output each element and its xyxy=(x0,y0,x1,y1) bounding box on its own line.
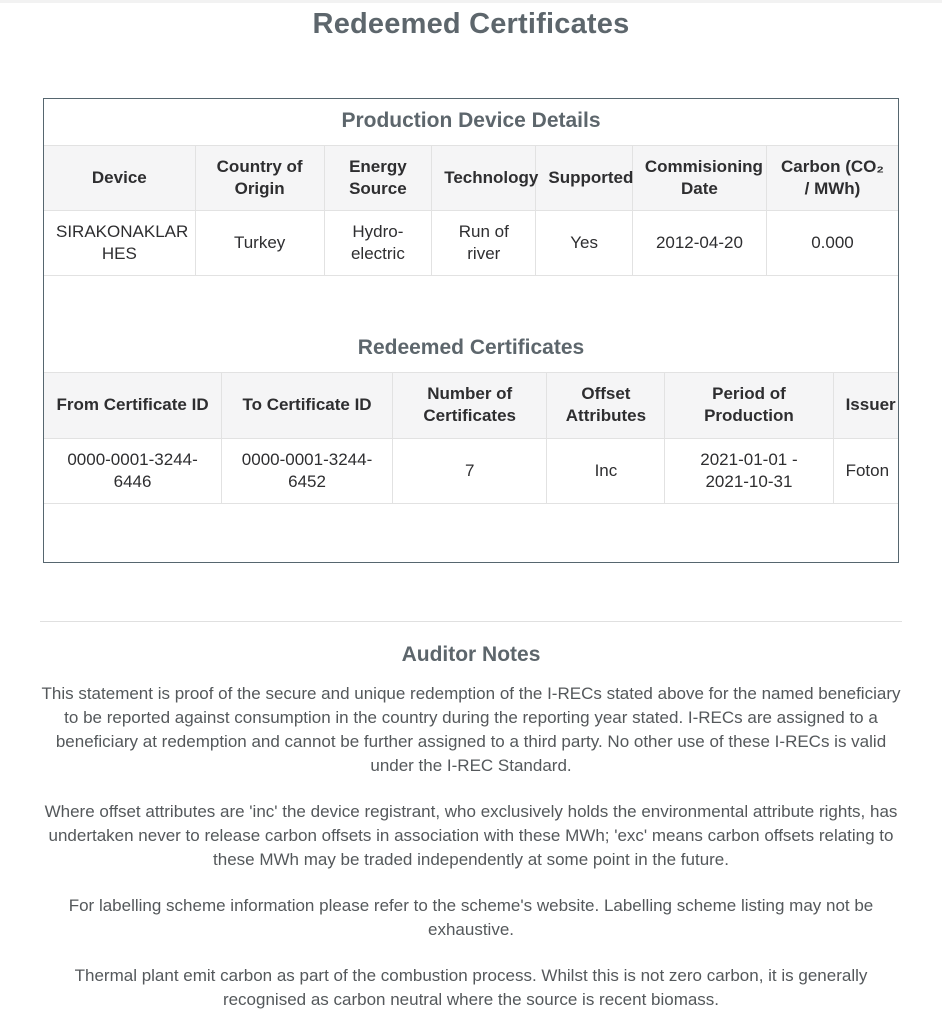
cell-country-of-origin: Turkey xyxy=(195,211,324,276)
cell-number-of-certificates: 7 xyxy=(392,438,547,503)
certificates-box xyxy=(43,98,899,563)
column-header-to-certificate-id: To Certificate ID xyxy=(222,373,393,438)
cell-energy-source: Hydro-electric xyxy=(324,211,432,276)
redeemed-certificates-table xyxy=(44,326,898,503)
column-header-technology: Technology xyxy=(432,146,536,211)
page-title: Redeemed Certificates xyxy=(312,8,630,40)
column-header-offset-attributes: Offset Attributes xyxy=(547,373,665,438)
divider xyxy=(40,621,902,622)
cell-offset-attributes: Inc xyxy=(547,438,665,503)
production-device-table xyxy=(44,99,898,276)
redeemed-certificates-table-caption: Redeemed Certificates xyxy=(357,336,585,360)
column-header-energy-source: Energy Source xyxy=(324,146,432,211)
redeemed-table-header-row xyxy=(44,373,898,438)
cell-supported: Yes xyxy=(536,211,633,276)
auditor-note-paragraph-4: Thermal plant emit carbon as part of the combustion process. Whilst this is not zero carbon, it is generally recognised as carbon neutral where the source is recent biomass. xyxy=(74,965,868,1009)
column-header-commisioning-date: Commisioning Date xyxy=(632,146,766,211)
cell-from-certificate-id: 0000-0001-3244-6446 xyxy=(44,438,222,503)
column-header-carbon: Carbon (CO₂ / MWh) xyxy=(766,146,898,211)
column-header-country-of-origin: Country of Origin xyxy=(195,146,324,211)
auditor-notes-heading: Auditor Notes xyxy=(401,642,541,666)
auditor-note-paragraph-3: For labelling scheme information please refer to the scheme's website. Labelling scheme listing may not be exhaustive. xyxy=(68,895,874,939)
auditor-note-paragraph-1: This statement is proof of the secure and unique redemption of the I-RECs stated above for the named beneficiary to be reported against consumption in the country during the reporting year stated. I-RECs are assigned to a beneficiary at redemption and cannot be further assigned to a third party. No other use of these I-RECs is valid under the I-REC Standard. xyxy=(41,683,901,775)
device-table-header-row xyxy=(44,146,898,211)
device-table-row xyxy=(44,211,898,276)
cell-commisioning-date: 2012-04-20 xyxy=(632,211,766,276)
cell-period-of-production: 2021-01-01 - 2021-10-31 xyxy=(665,438,833,503)
column-header-issuer: Issuer xyxy=(833,373,898,438)
cell-issuer: Foton xyxy=(833,438,898,503)
cell-carbon: 0.000 xyxy=(766,211,898,276)
column-header-period-of-production: Period of Production xyxy=(665,373,833,438)
column-header-supported: Supported xyxy=(536,146,633,211)
cell-to-certificate-id: 0000-0001-3244-6452 xyxy=(222,438,393,503)
redeemed-table-row xyxy=(44,438,898,503)
column-header-device: Device xyxy=(44,146,195,211)
column-header-from-certificate-id: From Certificate ID xyxy=(44,373,222,438)
production-device-table-caption: Production Device Details xyxy=(341,109,601,132)
auditor-note-paragraph-2: Where offset attributes are 'inc' the device registrant, who exclusively holds the environmental attribute rights, has undertaken never to release carbon offsets in association with these MWh; 'exc' means carbon offsets relating to these MWh may be traded independently at some point in the future. xyxy=(44,801,898,869)
top-edge-strip xyxy=(0,0,942,3)
cell-technology: Run of river xyxy=(432,211,536,276)
cell-device: SIRAKONAKLAR HES xyxy=(44,211,195,276)
column-header-number-of-certificates: Number of Certificates xyxy=(392,373,547,438)
